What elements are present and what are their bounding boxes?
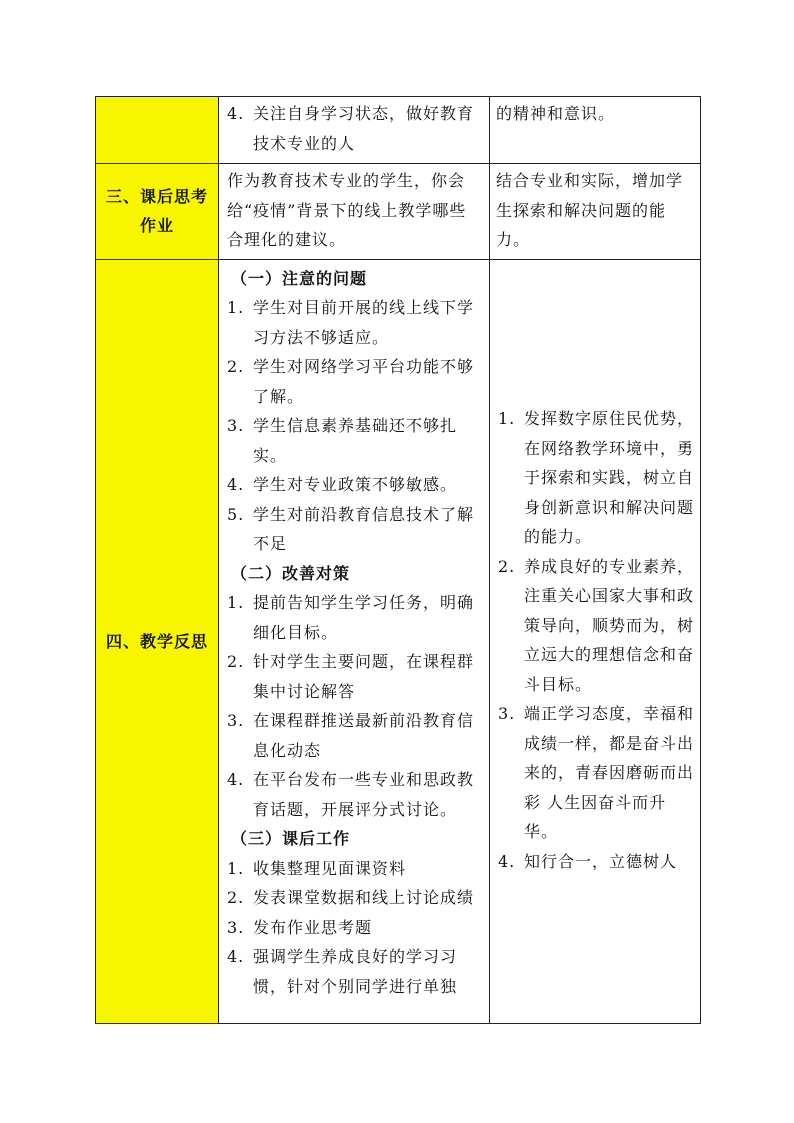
item-number: 2. [227, 357, 245, 376]
item-text: 知行合一，立德树人 [524, 851, 678, 871]
item-text: 端正学习态度，幸福和成绩一样，都是奋斗出来的，青春因磨砺而出彩 人生因奋斗而升华。 [524, 704, 695, 841]
reflection-cell [219, 259, 490, 1023]
row-header-line: 三、课后思考 [105, 187, 208, 207]
homework-question: 作为教育技术专业的学生，你会给“疫情”背景下的线上教学哪些合理化的建议。 [227, 171, 467, 249]
item-number: 5. [227, 504, 245, 524]
section-title: （一）注意的问题 [231, 268, 368, 288]
list-item [227, 942, 481, 1001]
item-text: 收集整理见面课资料 [253, 858, 407, 878]
item-number: 1. [498, 409, 516, 428]
lesson-plan-table [95, 96, 701, 1024]
reflection-goal-cell [490, 259, 701, 1023]
list-item [227, 470, 481, 500]
list-item [227, 854, 481, 884]
row-header-text: 四、教学反思 [105, 631, 208, 651]
item-text: 提前告知学生学习任务，明确细化目标。 [253, 593, 475, 642]
item-text: 关注自身学习状态，做好教育技术专业的人 [253, 104, 475, 153]
content-cell [219, 164, 490, 260]
item-text: 学生信息素养基础还不够扎实。 [253, 416, 458, 465]
row-header-empty [96, 97, 219, 164]
list-item [498, 699, 696, 847]
list-item [227, 411, 481, 470]
item-number: 2. [498, 556, 516, 576]
item-number: 2. [227, 652, 245, 671]
list-item [227, 99, 481, 158]
goal-cell [490, 97, 701, 164]
list-item [227, 588, 481, 647]
item-text: 发布作业思考题 [253, 917, 373, 937]
homework-goal: 结合专业和实际，增加学生探索和解决问题的能力。 [496, 171, 684, 249]
goal-text: 的精神和意识。 [496, 104, 616, 123]
table-row [96, 164, 701, 260]
list-item [227, 765, 481, 824]
section-title: （二）改善对策 [231, 563, 351, 583]
item-number: 2. [227, 888, 245, 907]
item-number: 4. [227, 475, 245, 494]
list-item [498, 847, 696, 877]
table-row [96, 259, 701, 1023]
content-cell [219, 97, 490, 164]
list-item [227, 647, 481, 706]
item-number: 4. [227, 104, 245, 123]
list-item [227, 706, 481, 765]
item-text: 在平台发布一些专业和思政教育话题，开展评分式讨论。 [253, 770, 475, 819]
list-item [227, 352, 481, 411]
list-item [227, 883, 481, 913]
list-item [227, 500, 481, 559]
item-number: 4. [227, 770, 245, 789]
row-header-homework [96, 164, 219, 260]
item-text: 学生对前沿教育信息技术了解不足 [253, 504, 475, 553]
item-text: 发表课堂数据和线上讨论成绩 [253, 888, 475, 907]
item-text: 强调学生养成良好的学习习惯，针对个别同学进行单独 [253, 947, 458, 996]
item-number: 1. [227, 298, 245, 317]
item-text: 在课程群推送最新前沿教育信息化动态 [253, 711, 475, 760]
table-row [96, 97, 701, 164]
item-number: 3. [498, 704, 516, 723]
item-number: 4. [227, 947, 245, 966]
section-title: （三）课后工作 [231, 829, 351, 848]
item-number: 4. [498, 851, 516, 871]
goal-cell [490, 164, 701, 260]
row-header-line: 作业 [139, 216, 174, 236]
list-item [498, 404, 696, 552]
list-item [498, 552, 696, 700]
item-text: 学生对网络学习平台功能不够了解。 [253, 357, 475, 406]
item-number: 3. [227, 917, 245, 937]
list-item [227, 913, 481, 943]
row-header-reflection [96, 259, 219, 1023]
item-number: 3. [227, 416, 245, 435]
item-number: 3. [227, 711, 245, 730]
list-item [227, 293, 481, 352]
item-text: 针对学生主要问题，在课程群集中讨论解答 [253, 652, 475, 701]
item-text: 学生对专业政策不够敏感。 [253, 475, 458, 494]
item-text: 发挥数字原住民优势，在网络教学环境中，勇于探索和实践，树立自身创新意识和解决问题的能力。 [524, 409, 695, 546]
item-number: 1. [227, 593, 245, 612]
item-text: 学生对目前开展的线上线下学习方法不够适应。 [253, 298, 475, 347]
item-number: 1. [227, 858, 245, 878]
item-text: 养成良好的专业素养，注重关心国家大事和政策导向，顺势而为，树立远大的理想信念和奋斗目标。 [524, 556, 695, 694]
